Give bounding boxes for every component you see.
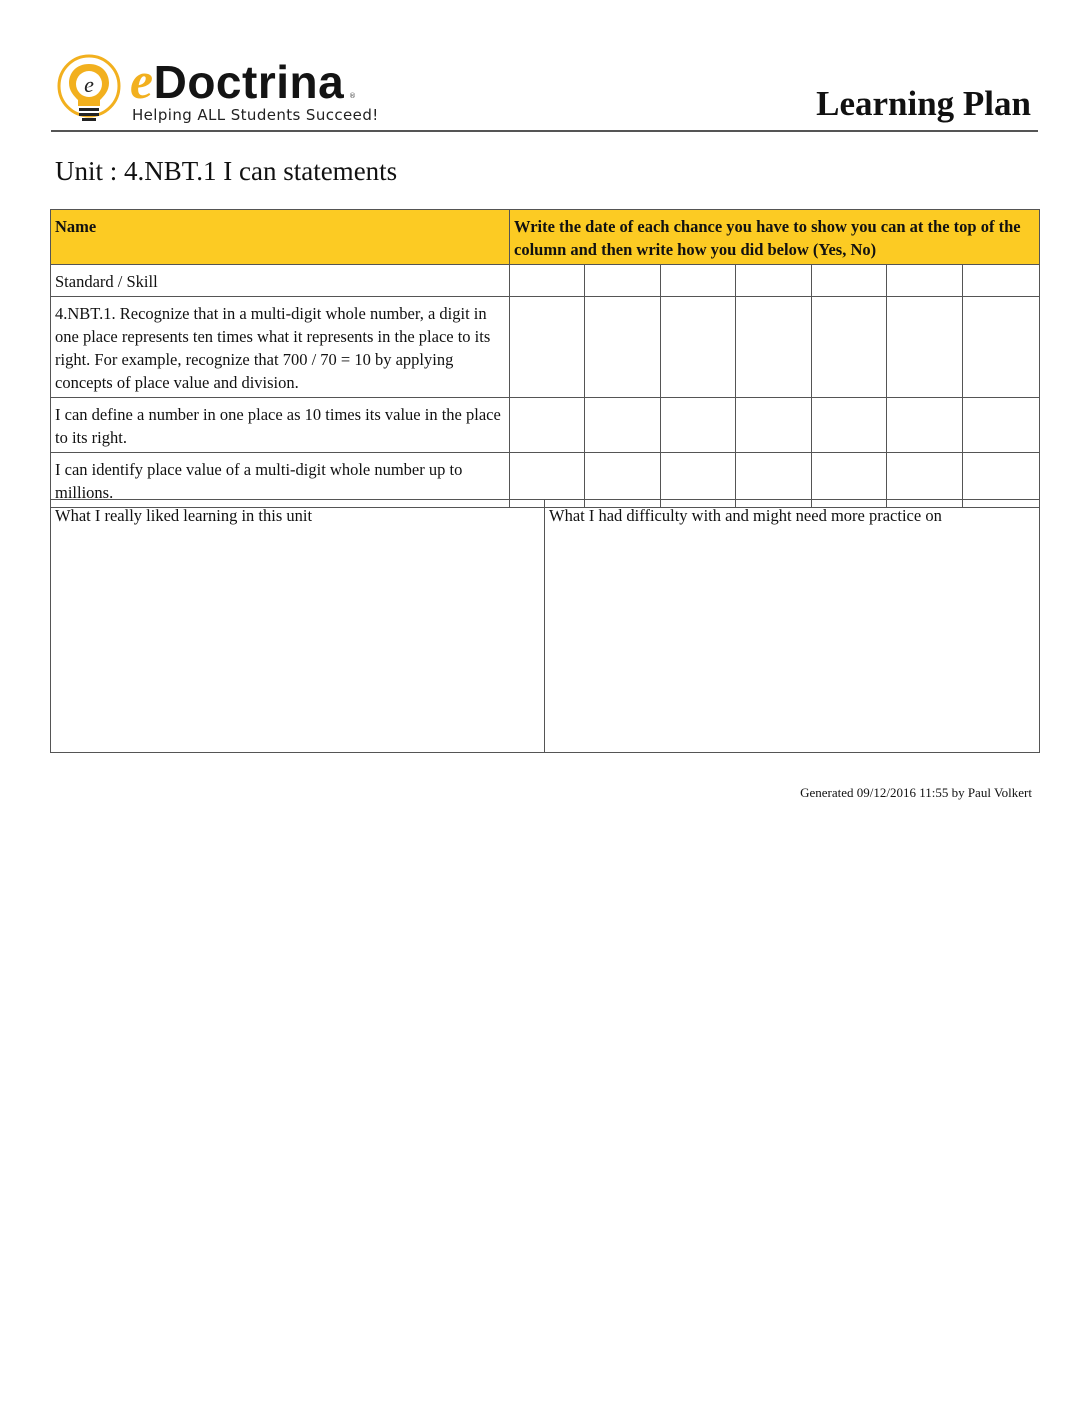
learning-plan-table [50,209,1040,508]
svg-text:e: e [84,72,94,97]
date-cell[interactable] [736,265,812,297]
header-divider [51,130,1038,132]
standard-skill-label: Standard / Skill [51,265,510,297]
date-cell[interactable] [661,265,736,297]
result-cell[interactable] [736,297,812,398]
reflection-table [50,499,1040,753]
result-cell[interactable] [510,297,585,398]
result-cell[interactable] [812,398,887,453]
table-header-row [51,210,1040,265]
unit-title: Unit : 4.NBT.1 I can statements [55,156,398,186]
date-cell[interactable] [585,265,661,297]
reflection-row [51,500,1040,753]
result-cell[interactable] [963,398,1040,453]
name-field[interactable]: Name [51,210,510,265]
result-cell[interactable] [661,297,736,398]
result-cell[interactable] [661,398,736,453]
i-can-statement: I can identify place value of a multi-digit whole number up to millions. [51,453,510,508]
registered-mark: ® [349,92,356,100]
generated-footer: Generated 09/12/2016 11:55 by Paul Volkert [800,785,1032,800]
result-cell[interactable] [812,297,887,398]
standard-text: 4.NBT.1. Recognize that in a multi-digit whole number, a digit in one place represents ten times what it represents in the place to its right. For example, recognize that 700 / 70 = 10 by applying concepts of place value and division. [51,297,510,398]
i-can-statement: I can define a number in one place as 10 times its value in the place to its right. [51,398,510,453]
result-cell[interactable] [736,398,812,453]
result-cell[interactable] [887,398,963,453]
result-cell[interactable] [510,398,585,453]
date-cell[interactable] [963,265,1040,297]
logo-tagline: Helping ALL Students Succeed! [132,106,379,124]
result-cell[interactable] [585,398,661,453]
instructions-cell: Write the date of each chance you have to show you can at the top of the column and then write how you did below (Yes, No) [510,210,1040,265]
date-cell[interactable] [887,265,963,297]
lightbulb-icon [52,54,126,126]
logo-wordmark: eDoctrina [130,53,345,110]
liked-learning-box[interactable]: What I really liked learning in this unit [51,500,545,753]
result-cell[interactable] [887,297,963,398]
difficulty-box[interactable]: What I had difficulty with and might need more practice on [545,500,1040,753]
date-row [51,265,1040,297]
date-cell[interactable] [510,265,585,297]
date-cell[interactable] [812,265,887,297]
edoctrina-logo [52,54,382,126]
result-cell[interactable] [963,297,1040,398]
document-title: Learning Plan [816,84,1031,123]
result-cell[interactable] [585,297,661,398]
table-row [51,297,1040,398]
table-row [51,398,1040,453]
